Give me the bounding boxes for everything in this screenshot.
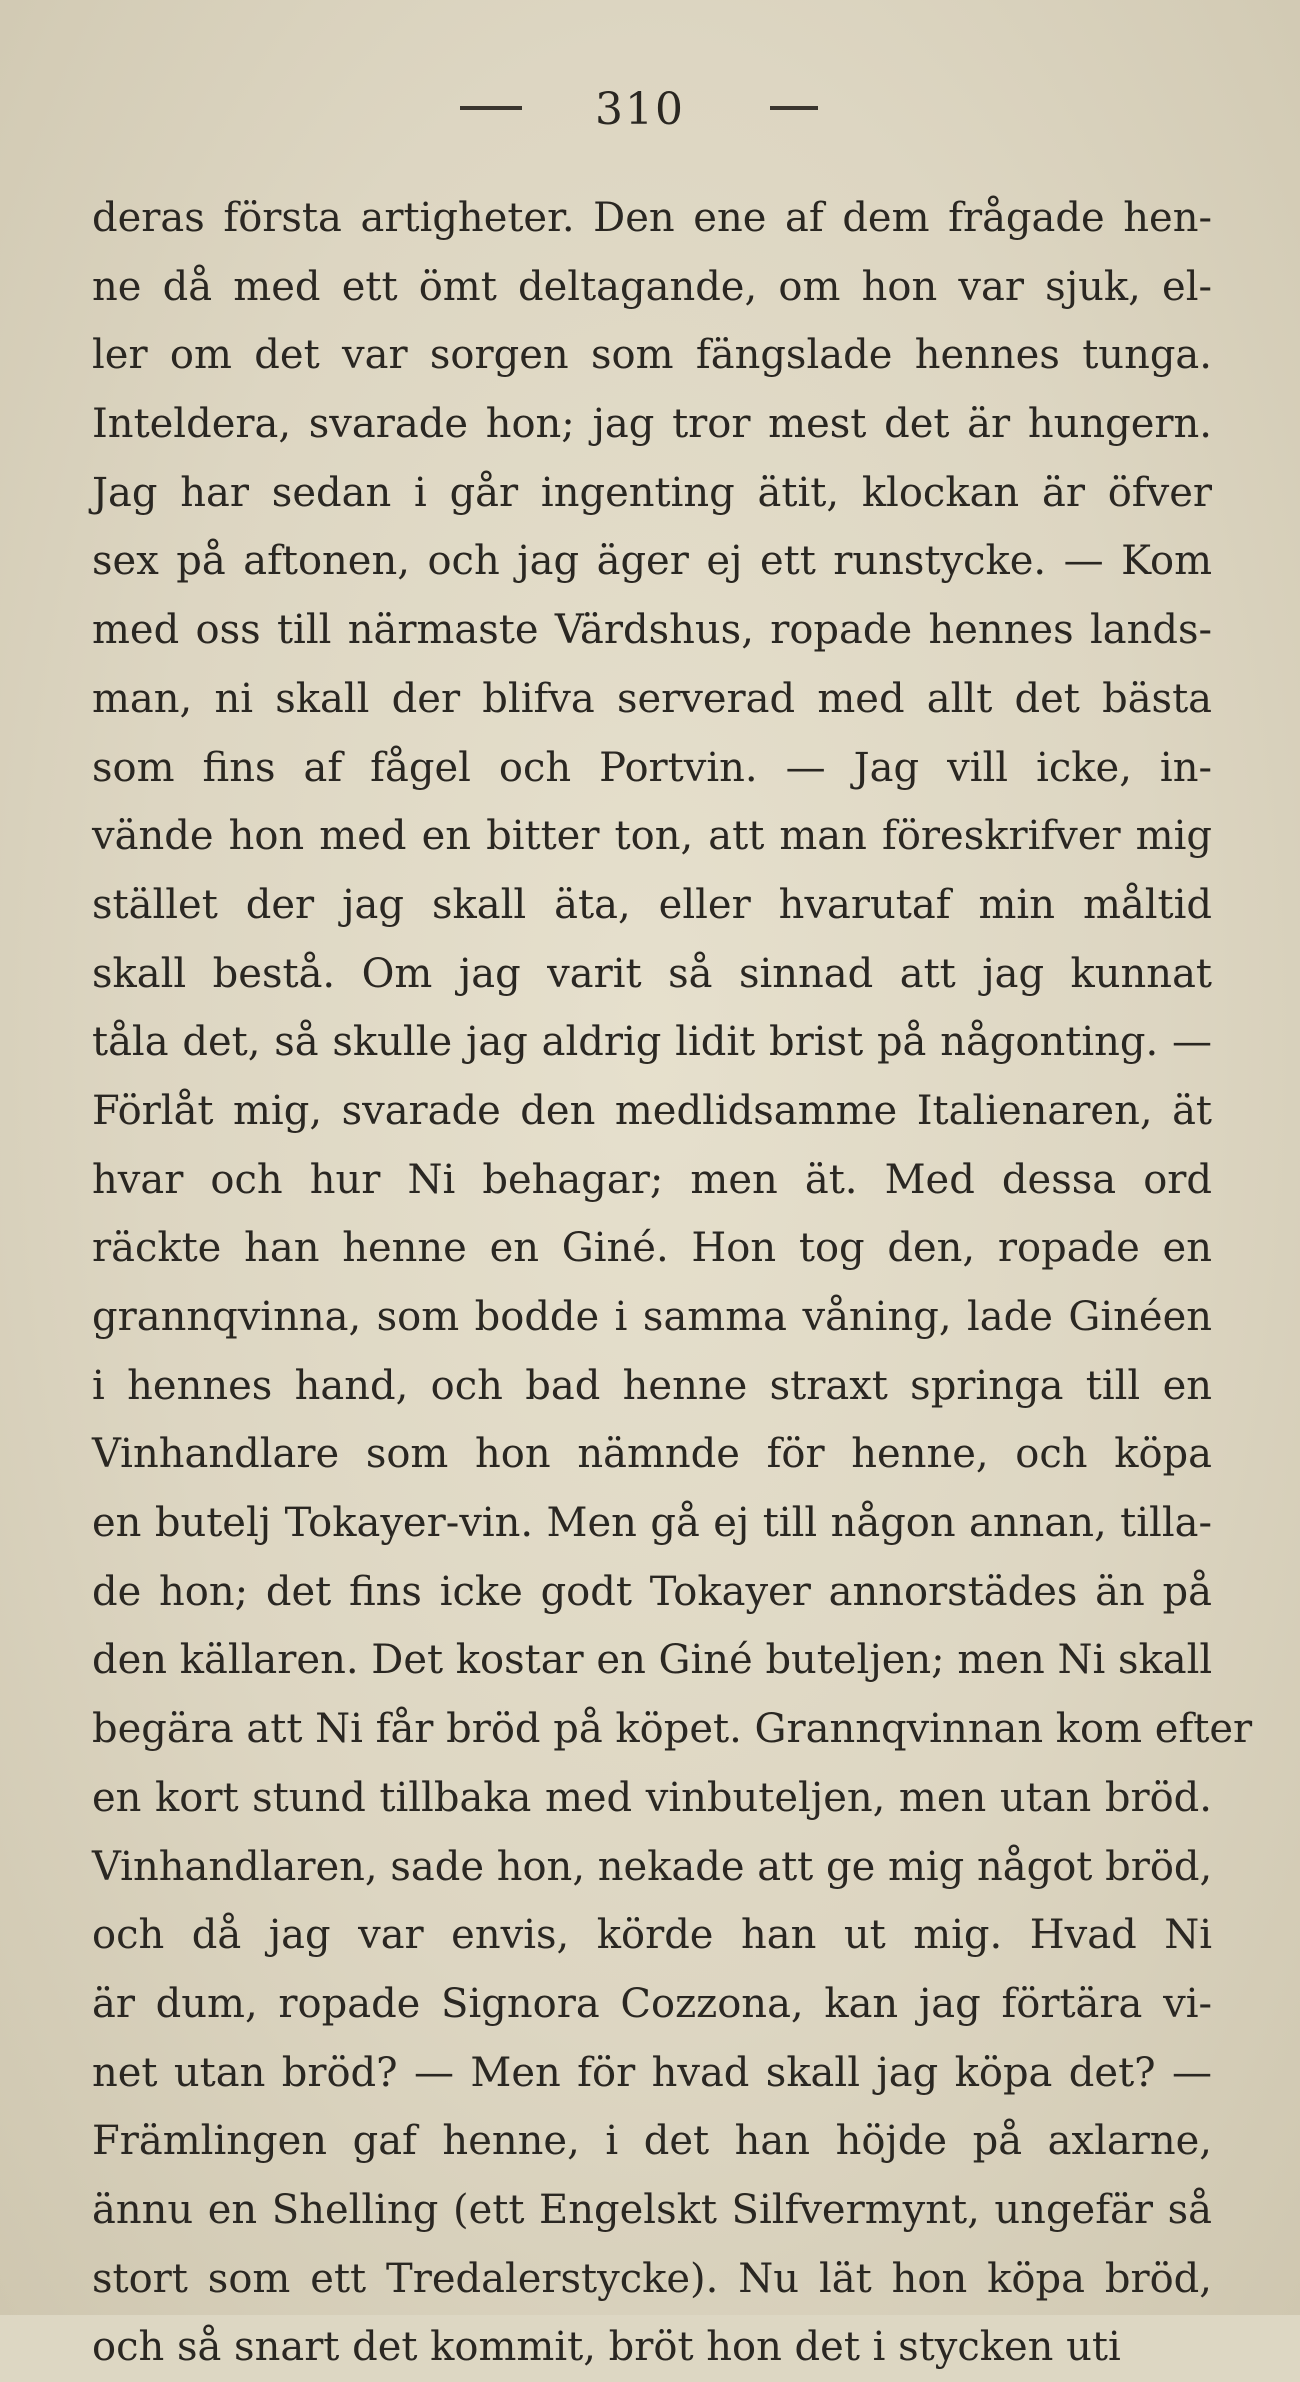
text-line: den källaren. Det kostar en Giné buteljen; men Ni skall [92, 1637, 1213, 1684]
text-line: tåla det, så skulle jag aldrig lidit brist på någonting. — [92, 1019, 1212, 1066]
text-line: hvar och hur Ni behagar; men ät. Med dessa ord [92, 1156, 1212, 1203]
text-line: deras första artigheter. Den ene af dem frågade hen- [92, 195, 1212, 241]
text-line: stället der jag skall äta, eller hvarutaf min måltid [92, 881, 1212, 928]
text-line: Främlingen gaf henne, i det han höjde på axlarne, [92, 2118, 1212, 2165]
text-line: ler om det var sorgen som fängslade hennes tunga. [92, 332, 1212, 379]
text-line: räckte han henne en Giné. Hon tog den, ropade en [92, 1225, 1212, 1272]
text-line: stort som ett Tredalerstycke). Nu lät hon köpa bröd, [92, 2255, 1212, 2302]
body-text [92, 184, 1253, 2382]
header-dash-right [770, 106, 818, 110]
text-line: man, ni skall der blifva serverad med allt det bästa [92, 675, 1212, 722]
text-line: i hennes hand, och bad henne straxt springa till en [92, 1362, 1212, 1409]
text-line: med oss till närmaste Värdshus, ropade hennes lands- [92, 607, 1212, 654]
text-line: ännu en Shelling (ett Engelskt Silfvermynt, ungefär så [92, 2186, 1212, 2233]
text-line: begära att Ni får bröd på köpet. Grannqvinnan kom efter [92, 1706, 1253, 1753]
text-line: en kort stund tillbaka med vinbuteljen, men utan bröd. [92, 1774, 1212, 1821]
page-header [0, 84, 1300, 144]
text-line: och så snart det kommit, bröt hon det i stycken uti [92, 2324, 1121, 2371]
page-number: 310 [595, 84, 685, 135]
text-line: som fins af fågel och Portvin. — Jag vill icke, in- [92, 744, 1212, 791]
text-line: är dum, ropade Signora Cozzona, kan jag förtära vi- [92, 1980, 1212, 2027]
text-line: Vinhandlare som hon nämnde för henne, och köpa [92, 1431, 1212, 1478]
text-line: de hon; det fins icke godt Tokayer annorstädes än på [92, 1568, 1212, 1615]
header-dash-left [460, 106, 522, 110]
text-line: grannqvinna, som bodde i samma våning, lade Ginéen [92, 1294, 1212, 1340]
text-line: Förlåt mig, svarade den medlidsamme Italienaren, ät [92, 1087, 1212, 1134]
text-line: Jag har sedan i går ingenting ätit, klockan är öfver [92, 469, 1212, 516]
text-line: en butelj Tokayer-vin. Men gå ej till någon annan, tilla- [92, 1500, 1212, 1547]
text-line: Vinhandlaren, sade hon, nekade att ge mig något bröd, [92, 1843, 1213, 1890]
text-line: ne då med ett ömt deltagande, om hon var sjuk, el- [92, 263, 1212, 310]
text-line: skall bestå. Om jag varit så sinnad att jag kunnat [92, 950, 1212, 997]
text-line: och då jag var envis, körde han ut mig. Hvad Ni [92, 1912, 1212, 1959]
text-line: sex på aftonen, och jag äger ej ett runstycke. — Kom [92, 538, 1212, 585]
text-line: vände hon med en bitter ton, att man föreskrifver mig [92, 813, 1212, 860]
text-line: net utan bröd? — Men för hvad skall jag köpa det? — [92, 2049, 1212, 2096]
text-line: Inteldera, svarade hon; jag tror mest det är hungern. [92, 401, 1212, 448]
